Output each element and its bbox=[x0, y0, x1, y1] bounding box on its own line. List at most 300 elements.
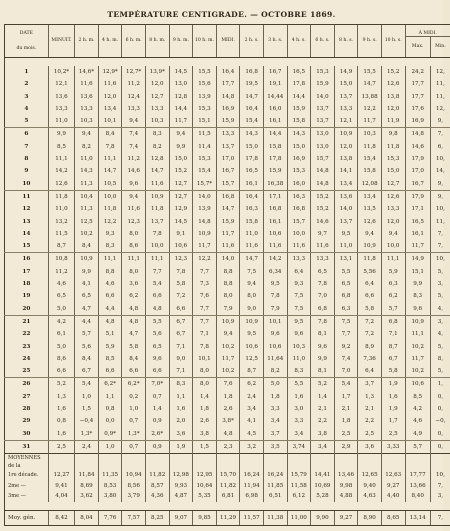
moy-gen-value: 8,42 bbox=[48, 510, 74, 525]
value-cell: 16,9 bbox=[287, 153, 311, 165]
value-cell: 6,3 bbox=[381, 278, 405, 290]
value-cell: 10,6 bbox=[263, 228, 287, 240]
value-cell: 11, bbox=[430, 216, 450, 228]
value-cell: 12,8 bbox=[169, 91, 193, 103]
value-cell: 13,3 bbox=[216, 128, 240, 141]
value-cell: 14,3 bbox=[287, 128, 311, 141]
table-row bbox=[5, 216, 450, 228]
value-cell: 11,1 bbox=[98, 153, 122, 165]
value-cell: 13,5 bbox=[358, 203, 382, 215]
table-row bbox=[5, 290, 450, 302]
value-cell: 9,5 bbox=[287, 315, 311, 328]
value-cell: 1,9 bbox=[169, 440, 193, 453]
moy-gen-value: 7,57 bbox=[122, 510, 146, 525]
value-cell: 13,3 bbox=[287, 253, 311, 266]
value-cell: 15,8 bbox=[263, 141, 287, 153]
decade-value: 9,40 bbox=[358, 481, 382, 492]
value-cell: 7,5 bbox=[240, 266, 264, 278]
value-cell: 9,9 bbox=[75, 266, 99, 278]
value-cell: 8,5 bbox=[48, 141, 74, 153]
value-cell: 1,7 bbox=[381, 415, 405, 427]
value-cell: 14,9 bbox=[405, 253, 430, 266]
value-cell: 10,6 bbox=[405, 378, 430, 391]
value-cell: 3,7 bbox=[358, 378, 382, 391]
day-cell: 10 bbox=[5, 178, 49, 191]
value-cell: 12,0 bbox=[334, 141, 358, 153]
decade-value: 8,57 bbox=[145, 481, 169, 492]
value-cell: 8,8 bbox=[98, 266, 122, 278]
value-cell: 16,3 bbox=[240, 203, 264, 215]
value-cell: 9,4 bbox=[122, 115, 146, 128]
value-cell: 12,8 bbox=[145, 153, 169, 165]
value-cell: 9,4 bbox=[122, 190, 146, 203]
value-cell: 1,8 bbox=[263, 391, 287, 403]
value-cell: 1,7 bbox=[334, 391, 358, 403]
value-cell: 10,4 bbox=[75, 190, 99, 203]
value-cell: 12,9 bbox=[169, 203, 193, 215]
value-cell: 11,8 bbox=[381, 141, 405, 153]
day-cell: 18 bbox=[5, 278, 49, 290]
spacer-cell bbox=[5, 502, 450, 511]
value-cell: 13,7 bbox=[311, 115, 335, 128]
value-cell: 12,3 bbox=[122, 216, 146, 228]
value-cell: 12,1 bbox=[48, 78, 74, 90]
value-cell: 16,9 bbox=[405, 115, 430, 128]
value-cell: 9,1 bbox=[169, 228, 193, 240]
value-cell: 15,1 bbox=[193, 115, 217, 128]
value-cell: 13,4 bbox=[98, 103, 122, 115]
value-cell: 11,8 bbox=[145, 203, 169, 215]
value-cell: 13,3 bbox=[122, 103, 146, 115]
value-cell: 7,5 bbox=[287, 290, 311, 302]
value-cell: 12,3 bbox=[169, 253, 193, 266]
value-cell: 1,6 bbox=[381, 391, 405, 403]
value-cell: 5,6 bbox=[145, 328, 169, 340]
value-cell: 7,7 bbox=[193, 315, 217, 328]
value-cell: 2,5 bbox=[48, 440, 74, 453]
decade-value: 9,98 bbox=[334, 481, 358, 492]
value-cell: 12,7 bbox=[169, 190, 193, 203]
value-cell: 15,8 bbox=[287, 115, 311, 128]
value-cell: 13,7 bbox=[216, 141, 240, 153]
value-cell: 7,8 bbox=[263, 290, 287, 302]
value-cell: 11,1 bbox=[98, 253, 122, 266]
value-cell: 16,7 bbox=[405, 178, 430, 191]
value-cell: 11,0 bbox=[75, 153, 99, 165]
value-cell: 13,9 bbox=[193, 91, 217, 103]
day-cell: 15 bbox=[5, 240, 49, 253]
value-cell: 13,7 bbox=[334, 216, 358, 228]
value-cell: 11,7 bbox=[405, 353, 430, 365]
value-cell: 16,4 bbox=[240, 190, 264, 203]
value-cell: 0,7 bbox=[122, 415, 146, 427]
empty-cell bbox=[358, 454, 382, 463]
value-cell: 7,1 bbox=[381, 328, 405, 340]
decade-value: 3, bbox=[430, 491, 450, 502]
value-cell: 8,1 bbox=[311, 365, 335, 378]
moyennes-label: MOYENNES bbox=[5, 454, 49, 463]
header-du-mois-label: du mois. bbox=[16, 45, 37, 51]
value-cell: 13,6 bbox=[48, 91, 74, 103]
value-cell: 11,8 bbox=[358, 253, 382, 266]
value-cell: 12,7 bbox=[169, 178, 193, 191]
value-cell: 11,1 bbox=[381, 253, 405, 266]
decade-value: 7, bbox=[430, 481, 450, 492]
value-cell: 9,0 bbox=[240, 303, 264, 316]
value-cell: 3,4 bbox=[287, 428, 311, 441]
value-cell: 11,2 bbox=[122, 153, 146, 165]
decade-value: 16,24 bbox=[240, 470, 264, 481]
value-cell: 10,2 bbox=[405, 341, 430, 353]
empty-cell bbox=[193, 454, 217, 463]
value-cell: 7,8 bbox=[98, 141, 122, 153]
value-cell: 6,7 bbox=[169, 315, 193, 328]
decade-value: 17,77 bbox=[405, 470, 430, 481]
value-cell: 9,6 bbox=[122, 178, 146, 191]
value-cell: 3,6 bbox=[169, 428, 193, 441]
day-cell: 1 bbox=[5, 66, 49, 78]
value-cell: 12,6 bbox=[381, 78, 405, 90]
value-cell: 8,0 bbox=[122, 266, 146, 278]
moy-gen-value: 7,76 bbox=[98, 510, 122, 525]
table-row bbox=[5, 278, 450, 290]
value-cell: 12,2 bbox=[98, 216, 122, 228]
value-cell: 3, bbox=[430, 278, 450, 290]
value-cell: 13,3 bbox=[334, 103, 358, 115]
value-cell: 7,9 bbox=[263, 303, 287, 316]
moy-gen-value: 8,90 bbox=[358, 510, 382, 525]
day-cell: 27 bbox=[5, 391, 49, 403]
value-cell: 6,7 bbox=[75, 365, 99, 378]
table-row bbox=[5, 253, 450, 266]
value-cell: 15,2 bbox=[311, 190, 335, 203]
header-date bbox=[5, 25, 49, 58]
decade-value: 4,40 bbox=[381, 491, 405, 502]
moy-gen-value: 9,85 bbox=[193, 510, 217, 525]
value-cell: 1,3* bbox=[75, 428, 99, 441]
value-cell: 8,3 bbox=[405, 290, 430, 302]
decade-value: 8,53 bbox=[98, 481, 122, 492]
value-cell: 13,9 bbox=[193, 203, 217, 215]
value-cell: 6,8 bbox=[381, 315, 405, 328]
value-cell: 17,9 bbox=[405, 153, 430, 165]
value-cell: 10,3 bbox=[75, 115, 99, 128]
value-cell: 12,0 bbox=[381, 103, 405, 115]
value-cell: 9,8 bbox=[381, 128, 405, 141]
value-cell: 12,1 bbox=[334, 115, 358, 128]
value-cell: 14,6 bbox=[122, 165, 146, 177]
value-cell: 8,9 bbox=[358, 341, 382, 353]
value-cell: 1,5 bbox=[193, 440, 217, 453]
value-cell: 8,7 bbox=[48, 240, 74, 253]
spacer-row bbox=[5, 58, 450, 67]
value-cell: 7,8 bbox=[193, 341, 217, 353]
header-col-10: 4 h. s. bbox=[287, 25, 311, 58]
header-sub-1: Min. bbox=[430, 37, 450, 58]
value-cell: 10,3 bbox=[287, 341, 311, 353]
value-cell: 6,2 bbox=[381, 290, 405, 302]
value-cell: 0,0 bbox=[98, 415, 122, 427]
value-cell: 4,8 bbox=[98, 315, 122, 328]
value-cell: 4,1 bbox=[75, 278, 99, 290]
day-cell: 21 bbox=[5, 315, 49, 328]
empty-cell bbox=[48, 454, 74, 463]
value-cell: 14,4 bbox=[263, 128, 287, 141]
value-cell: 5,8 bbox=[169, 278, 193, 290]
value-cell: 5,8 bbox=[122, 341, 146, 353]
value-cell: 8,4 bbox=[75, 240, 99, 253]
value-cell: 11,1 bbox=[405, 328, 430, 340]
decade-value: 4,88 bbox=[334, 491, 358, 502]
decade-value: 6,98 bbox=[240, 491, 264, 502]
empty-cell bbox=[263, 454, 287, 463]
value-cell: 4,8 bbox=[216, 428, 240, 441]
value-cell: 1,3 bbox=[358, 391, 382, 403]
value-cell: 4,6 bbox=[48, 278, 74, 290]
empty-cell bbox=[311, 462, 335, 470]
table-row bbox=[5, 403, 450, 415]
value-cell: 5,7 bbox=[381, 303, 405, 316]
value-cell: 8,2 bbox=[145, 141, 169, 153]
value-cell: 7,1 bbox=[169, 365, 193, 378]
value-cell: 7,0* bbox=[145, 378, 169, 391]
value-cell: 16,8 bbox=[287, 203, 311, 215]
value-cell: 10,6 bbox=[169, 240, 193, 253]
table-row bbox=[5, 203, 450, 215]
value-cell: 7,2 bbox=[358, 328, 382, 340]
decade-value: 11,58 bbox=[287, 481, 311, 492]
value-cell: 4,4 bbox=[98, 303, 122, 316]
decade-row bbox=[5, 481, 450, 492]
value-cell: 16,8 bbox=[216, 190, 240, 203]
value-cell: 8,3 bbox=[169, 378, 193, 391]
value-cell: 0, bbox=[430, 391, 450, 403]
value-cell: 6,6 bbox=[98, 290, 122, 302]
value-cell: 5, bbox=[430, 290, 450, 302]
value-cell: 7,2 bbox=[358, 315, 382, 328]
decade-value: 3,79 bbox=[122, 491, 146, 502]
value-cell: 15,9 bbox=[216, 115, 240, 128]
value-cell: 5,5 bbox=[334, 266, 358, 278]
value-cell: 11,0 bbox=[334, 240, 358, 253]
value-cell: 7, bbox=[430, 128, 450, 141]
value-cell: 6,1 bbox=[48, 328, 74, 340]
value-cell: 7,2 bbox=[169, 290, 193, 302]
value-cell: 7,5 bbox=[334, 315, 358, 328]
value-cell: 11,8 bbox=[48, 190, 74, 203]
value-cell: 16,1 bbox=[405, 228, 430, 240]
value-cell: 15,4 bbox=[193, 165, 217, 177]
value-cell: 17,8 bbox=[240, 153, 264, 165]
value-cell: 9,6 bbox=[405, 303, 430, 316]
value-cell: 4,6 bbox=[405, 415, 430, 427]
value-cell: 9, bbox=[430, 190, 450, 203]
value-cell: 1,8 bbox=[193, 403, 217, 415]
value-cell: 8,6 bbox=[122, 240, 146, 253]
table-row bbox=[5, 165, 450, 177]
value-cell: 15,6 bbox=[193, 78, 217, 90]
value-cell: 2,6 bbox=[216, 403, 240, 415]
value-cell: 7,6 bbox=[216, 378, 240, 391]
decade-value: 3,80 bbox=[98, 491, 122, 502]
value-cell: 9,9 bbox=[405, 278, 430, 290]
header-col-5: 9 h. m. bbox=[169, 25, 193, 58]
value-cell: 8,2 bbox=[263, 365, 287, 378]
value-cell: 17,9 bbox=[405, 190, 430, 203]
value-cell: 9,9 bbox=[48, 128, 74, 141]
value-cell: 13,7 bbox=[334, 91, 358, 103]
value-cell: 10,3 bbox=[145, 115, 169, 128]
value-cell: 15,4 bbox=[358, 153, 382, 165]
value-cell: 16,4 bbox=[216, 66, 240, 78]
table-row bbox=[5, 78, 450, 90]
value-cell: 5,4 bbox=[145, 278, 169, 290]
value-cell: 1,8 bbox=[334, 415, 358, 427]
header-col-9: 3 h. s. bbox=[263, 25, 287, 58]
decade-value: 8,69 bbox=[75, 481, 99, 492]
empty-cell bbox=[98, 462, 122, 470]
empty-cell bbox=[75, 454, 99, 463]
value-cell: 11,0 bbox=[240, 228, 264, 240]
value-cell: 2,5 bbox=[358, 428, 382, 441]
table-row bbox=[5, 378, 450, 391]
moy-gen-value: 11,00 bbox=[287, 510, 311, 525]
value-cell: 11,7 bbox=[169, 115, 193, 128]
value-cell: 10,9 bbox=[334, 128, 358, 141]
moy-gen-value: 8,04 bbox=[75, 510, 99, 525]
table-row bbox=[5, 178, 450, 191]
value-cell: 6,6 bbox=[169, 303, 193, 316]
value-cell: 5,2 bbox=[311, 378, 335, 391]
value-cell: 6,8 bbox=[334, 290, 358, 302]
value-cell: 11,64 bbox=[263, 353, 287, 365]
value-cell: 3,8* bbox=[216, 415, 240, 427]
value-cell: 17,7 bbox=[216, 78, 240, 90]
table-container bbox=[4, 24, 446, 531]
value-cell: 14,1 bbox=[334, 165, 358, 177]
value-cell: 16,4 bbox=[240, 103, 264, 115]
value-cell: 14,0 bbox=[311, 91, 335, 103]
value-cell: 7,8 bbox=[145, 228, 169, 240]
value-cell: 17,6 bbox=[405, 103, 430, 115]
value-cell: 16,7 bbox=[263, 66, 287, 78]
value-cell: 11,1 bbox=[48, 153, 74, 165]
value-cell: 16,5 bbox=[287, 66, 311, 78]
value-cell: 1,3 bbox=[48, 391, 74, 403]
day-cell: 4 bbox=[5, 103, 49, 115]
decade-value: 11,82 bbox=[216, 481, 240, 492]
value-cell: 11,2 bbox=[122, 78, 146, 90]
decade-value: 4,36 bbox=[145, 491, 169, 502]
value-cell: 5,4 bbox=[75, 378, 99, 391]
value-cell: 14,5 bbox=[169, 66, 193, 78]
table-row bbox=[5, 415, 450, 427]
value-cell: 7,9 bbox=[216, 303, 240, 316]
value-cell: 3,0 bbox=[287, 403, 311, 415]
value-cell: 12,6 bbox=[381, 190, 405, 203]
value-cell: 1,5 bbox=[75, 403, 99, 415]
decade-value: 8,40 bbox=[405, 491, 430, 502]
value-cell: 8,0 bbox=[193, 365, 217, 378]
day-cell: 11 bbox=[5, 190, 49, 203]
decade-value: 11,82 bbox=[145, 470, 169, 481]
value-cell: 8,4 bbox=[122, 353, 146, 365]
value-cell: 6,2* bbox=[122, 378, 146, 391]
value-cell: 8,4 bbox=[75, 353, 99, 365]
value-cell: 9,3 bbox=[98, 228, 122, 240]
value-cell: 11,7 bbox=[216, 353, 240, 365]
table-row bbox=[5, 365, 450, 378]
value-cell: 16,9 bbox=[216, 103, 240, 115]
header-col-7: MIDI. bbox=[216, 25, 240, 58]
value-cell: 8,8 bbox=[216, 278, 240, 290]
value-cell: 12,2 bbox=[193, 253, 217, 266]
value-cell: 6,2 bbox=[122, 290, 146, 302]
decade-value: 10,69 bbox=[311, 481, 335, 492]
value-cell: 7,36 bbox=[358, 353, 382, 365]
value-cell: 6,6 bbox=[358, 290, 382, 302]
moy-gen-value: 8,25 bbox=[145, 510, 169, 525]
value-cell: 16,1 bbox=[263, 216, 287, 228]
value-cell: 6,5 bbox=[48, 290, 74, 302]
value-cell: 3,33 bbox=[381, 440, 405, 453]
day-cell: 12 bbox=[5, 203, 49, 215]
moy-gen-value: 11,29 bbox=[216, 510, 240, 525]
table-row bbox=[5, 428, 450, 441]
value-cell: 14,3 bbox=[75, 165, 99, 177]
value-cell: 0,2 bbox=[122, 391, 146, 403]
value-cell: 16,7 bbox=[216, 165, 240, 177]
value-cell: 9,9 bbox=[169, 141, 193, 153]
empty-cell bbox=[75, 462, 99, 470]
day-cell: 17 bbox=[5, 266, 49, 278]
value-cell: 10,3 bbox=[358, 128, 382, 141]
value-cell: 24,2 bbox=[405, 66, 430, 78]
value-cell: 10,2 bbox=[216, 365, 240, 378]
value-cell: 5,5 bbox=[287, 378, 311, 391]
value-cell: 12,7 bbox=[381, 178, 405, 191]
value-cell: 11,3 bbox=[75, 178, 99, 191]
moy-gen-value: 8,65 bbox=[381, 510, 405, 525]
value-cell: −0,4 bbox=[75, 415, 99, 427]
value-cell: 11,6 bbox=[122, 203, 146, 215]
value-cell: 2,2 bbox=[311, 415, 335, 427]
value-cell: 15,7 bbox=[311, 153, 335, 165]
value-cell: 2,6* bbox=[145, 428, 169, 441]
value-cell: 1,0 bbox=[122, 403, 146, 415]
value-cell: 13,7 bbox=[311, 103, 335, 115]
value-cell: 10,0 bbox=[381, 240, 405, 253]
value-cell: 13,3 bbox=[75, 103, 99, 115]
header-col-0: MINUIT. bbox=[48, 25, 74, 58]
value-cell: 17,7 bbox=[405, 91, 430, 103]
temperature-table bbox=[4, 24, 450, 526]
value-cell: 0,8 bbox=[98, 403, 122, 415]
value-cell: 15,0 bbox=[381, 165, 405, 177]
value-cell: 7,7 bbox=[334, 328, 358, 340]
moyennes-header-row bbox=[5, 454, 450, 463]
day-cell: 23 bbox=[5, 341, 49, 353]
value-cell: 15,0 bbox=[169, 153, 193, 165]
value-cell: 14,8 bbox=[311, 165, 335, 177]
value-cell: 1,9 bbox=[381, 403, 405, 415]
value-cell: 11,5 bbox=[193, 128, 217, 141]
decade-value: 5,28 bbox=[311, 491, 335, 502]
value-cell: 9,5 bbox=[240, 328, 264, 340]
decade-label: 1re décade. bbox=[5, 470, 49, 481]
de-la-label: de la bbox=[5, 462, 49, 470]
value-cell: 7,1 bbox=[169, 341, 193, 353]
